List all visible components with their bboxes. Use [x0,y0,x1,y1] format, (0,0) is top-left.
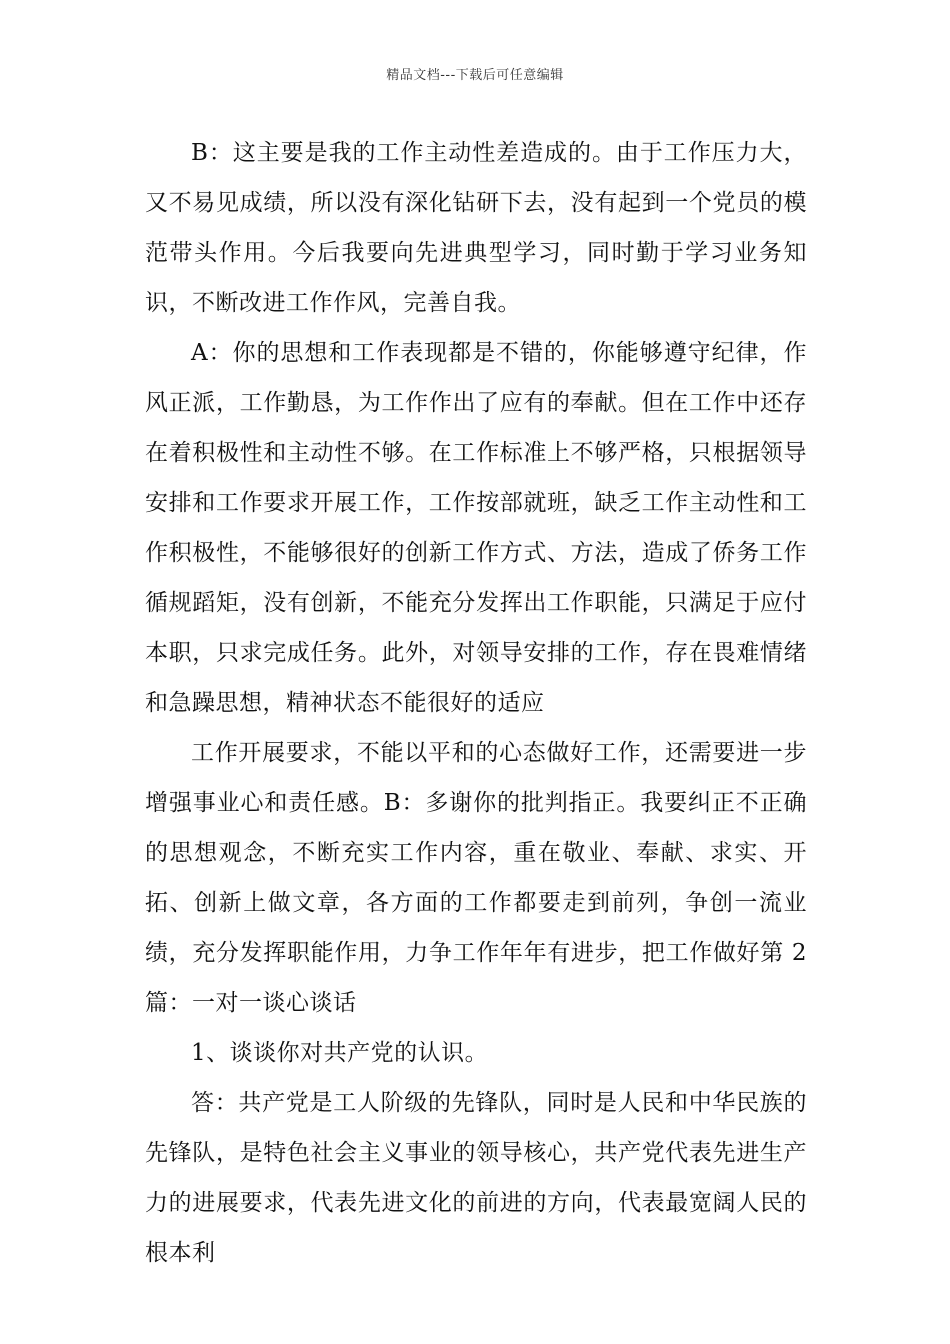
paragraph: 工作开展要求，不能以平和的心态做好工作，还需要进一步增强事业心和责任感。B：多谢你的批判指正。我要纠正不正确的思想观念，不断充实工作内容，重在敬业、奉献、求实、开拓、创新上做文章，各方面的工作都要走到前列，争创一流业绩，充分发挥职能作用，力争工作年年有进步，把工作做好第 2 篇：一对一谈心谈话 [145,740,807,1016]
paragraph: 1、谈谈你对共产党的认识。 [191,1040,489,1066]
paragraph: 答：共产党是工人阶级的先锋队，同时是人民和中华民族的先锋队，是特色社会主义事业的领导核心，共产党代表先进生产力的进展要求，代表先进文化的前进的方向，代表最宽阔人民的根本利 [145,1090,807,1266]
paragraph: A：你的思想和工作表现都是不错的，你能够遵守纪律，作风正派，工作勤恳，为工作作出了应有的奉献。但在工作中还存在着积极性和主动性不够。在工作标准上不够严格，只根据领导安排和工作要求开展工作，工作按部就班，缺乏工作主动性和工作积极性，不能够很好的创新工作方式、方法，造成了侨务工作循规蹈矩，没有创新，不能充分发挥出工作职能，只满足于应付本职，只求完成任务。此外，对领导安排的工作，存在畏难情绪和急躁思想，精神状态不能很好的适应 [145,340,807,716]
page-header: 精品文档---下载后可任意编辑 [386,68,564,83]
document-body [145,128,807,1278]
paragraph: B：这主要是我的工作主动性差造成的。由于工作压力大，又不易见成绩，所以没有深化钻研下去，没有起到一个党员的模范带头作用。今后我要向先进典型学习，同时勤于学习业务知识，不断改进工作作风，完善自我。 [145,140,807,316]
